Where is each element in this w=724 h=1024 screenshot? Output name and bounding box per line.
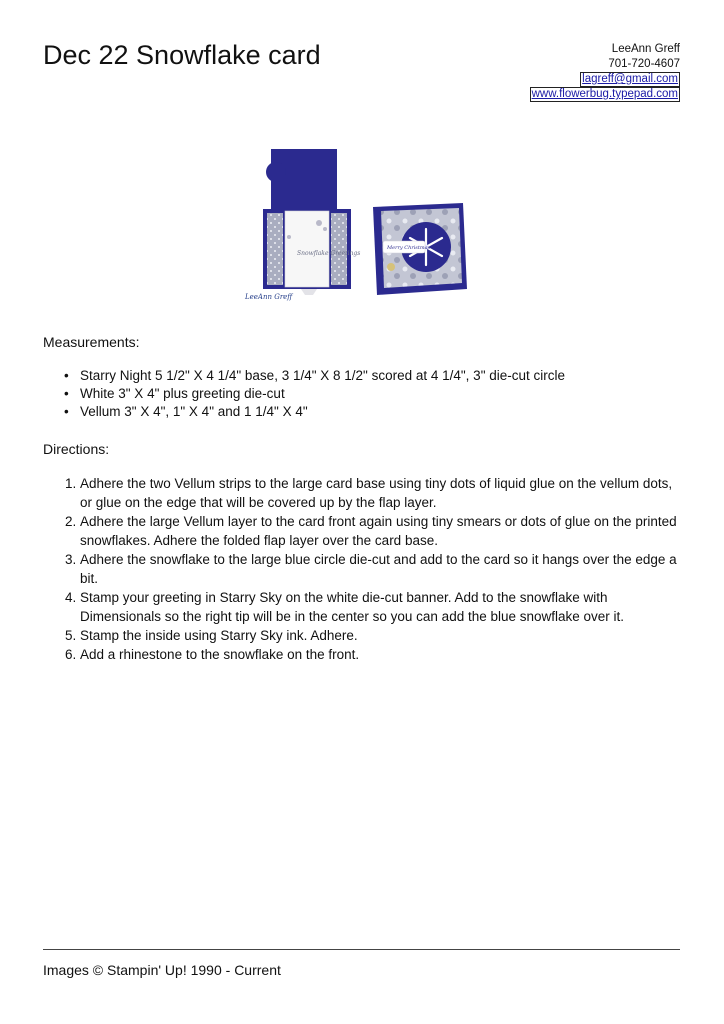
step-text: Stamp your greeting in Starry Sky on the white die-cut banner. Add to the snowflake with Dimensionals so the right tip will be in the center so you can add the blue snowflake over it. — [80, 590, 625, 624]
step-number: 2. — [65, 514, 77, 529]
directions-heading: Directions: — [43, 441, 110, 457]
list-item — [43, 474, 683, 512]
footer-divider — [43, 949, 680, 950]
measurements-list — [43, 367, 565, 421]
website-link[interactable]: www.flowerbug.typepad.com — [531, 88, 678, 100]
contact-block — [530, 42, 680, 102]
list-item — [43, 512, 683, 550]
photo-watermark: LeeAnn Greff — [245, 293, 293, 301]
step-text: Add a rhinestone to the snowflake on the front. — [80, 647, 360, 662]
card-photo — [241, 137, 484, 309]
list-item: • White 3" X 4" plus greeting die-cut — [43, 385, 565, 403]
step-number: 1. — [65, 476, 77, 491]
list-item: • Vellum 3" X 4", 1" X 4" and 1 1/4" X 4" — [43, 403, 565, 421]
step-number: 6. — [65, 647, 77, 662]
step-number: 5. — [65, 628, 77, 643]
email-link[interactable]: lagreff@gmail.com — [582, 73, 678, 85]
step-number: 3. — [65, 552, 77, 567]
measurements-heading: Measurements: — [43, 334, 140, 350]
list-item — [43, 550, 683, 588]
left-card-stamp: Snowflake Greetings — [297, 250, 361, 257]
footer-copyright: Images © Stampin' Up! 1990 - Current — [43, 962, 281, 978]
list-item — [43, 588, 683, 626]
step-number: 4. — [65, 590, 77, 605]
page-title: Dec 22 Snowflake card — [43, 40, 321, 70]
contact-name: LeeAnn Greff — [611, 43, 680, 55]
contact-phone: 701-720-4607 — [608, 58, 680, 70]
step-text: Adhere the snowflake to the large blue circle die-cut and add to the card so it hangs over the edge a bit. — [80, 552, 677, 586]
directions-list — [43, 474, 683, 664]
right-card-banner: Merry Christmas — [387, 245, 431, 251]
right-card — [373, 203, 467, 295]
list-item — [43, 626, 683, 645]
list-item — [43, 645, 683, 664]
step-text: Stamp the inside using Starry Sky ink. Adhere. — [80, 628, 358, 643]
list-item: • Starry Night 5 1/2" X 4 1/4" base, 3 1/4" X 8 1/2" scored at 4 1/4", 3" die-cut circle — [43, 367, 565, 385]
step-text: Adhere the two Vellum strips to the large card base using tiny dots of liquid glue on the vellum dots, or glue on the edge that will be covered up by the flap layer. — [80, 476, 673, 510]
step-text: Adhere the large Vellum layer to the card front again using tiny smears or dots of glue on the printed snowflakes. Adhere the folded flap layer over the card base. — [80, 514, 677, 548]
